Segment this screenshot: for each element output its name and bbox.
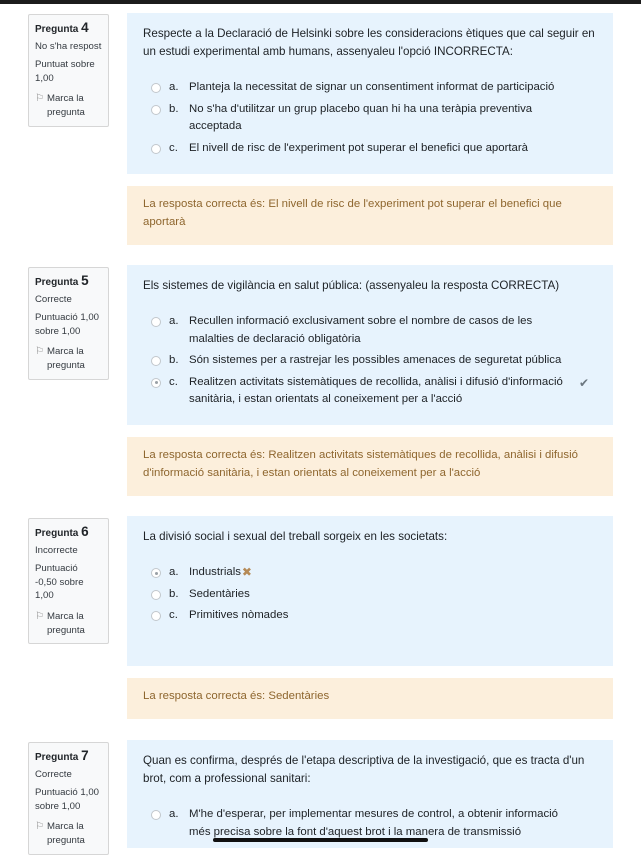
flag-icon: ⚐ [35,821,44,833]
answer-option-b[interactable]: b. Són sistemes per a rastrejar les possibles amenaces de seguretat pública [151,352,597,370]
radio-button-selected[interactable] [151,378,161,388]
answer-option-b[interactable]: b. No s'ha d'utilitzar un grup placebo quan hi ha una teràpia preventiva acceptada [151,101,597,136]
question-grade: Puntuació -0,50 sobre 1,00 [35,563,84,602]
flag-icon: ⚐ [35,346,44,358]
question-state: Correcte [35,293,72,305]
question-text: Quan es confirma, després de l'etapa descriptiva de la investigació, que es tracta d'un brot, com a professional sanitari: [143,754,585,785]
answer-option-c[interactable]: c. Realitzen activitats sistemàtiques de recollida, anàlisi i difusió d'informació sanitària, i estan orientats al coneixement per a l'acció ✔ [151,374,597,409]
radio-button[interactable] [151,810,161,820]
question-title: Pregunta 4 [35,20,89,35]
question-state: Correcte [35,768,72,780]
flag-question-link[interactable]: ⚐ Marca la pregunta [35,346,85,371]
question-info-7 [28,742,109,855]
question-info-6 [28,518,109,644]
radio-button[interactable] [151,317,161,327]
answer-option-c[interactable]: c. Primitives nòmades [151,607,597,625]
answer-options [151,313,597,409]
flag-question-link[interactable]: ⚐ Marca la pregunta [35,821,85,846]
question-title: Pregunta 6 [35,524,89,539]
answer-option-a[interactable]: a. Planteja la necessitat de signar un consentiment informat de participació [151,79,597,97]
answer-options [151,806,597,841]
flag-icon: ⚐ [35,610,44,622]
feedback-box-4: La resposta correcta és: El nivell de risc de l'experiment pot superar el benefici que aportarà [127,186,613,245]
answer-options [151,79,597,157]
flag-question-link[interactable]: ⚐ Marca la pregunta [35,93,85,118]
screen-obstruction-bar [213,838,428,842]
answer-option-c[interactable]: c. El nivell de risc de l'experiment pot superar el benefici que aportarà [151,140,597,158]
check-icon: ✔ [578,375,589,390]
question-content-5 [127,265,613,425]
question-grade: Puntuació 1,00 sobre 1,00 [35,787,100,812]
question-state: Incorrecte [35,544,78,556]
question-text: Els sistemes de vigilància en salut pública: (assenyaleu la resposta CORRECTA) [143,279,560,292]
feedback-box-6: La resposta correcta és: Sedentàries [127,678,613,719]
flag-icon: ⚐ [35,93,44,105]
question-grade: Puntuació 1,00 sobre 1,00 [35,312,100,337]
cross-icon: ✖ [241,565,252,579]
answer-option-b[interactable]: b. Sedentàries [151,586,597,604]
answer-option-a[interactable]: a. M'he d'esperar, per implementar mesures de control, a obtenir informació més precisa sobre la font d'aquest brot i la manera de transmissió [151,806,597,841]
radio-button[interactable] [151,590,161,600]
answer-option-a[interactable]: a. Industrials ✖ [151,564,597,582]
answer-options [151,564,597,625]
question-content-4 [127,13,613,174]
question-info-5 [28,267,109,380]
top-bar [0,0,641,4]
question-content-6 [127,516,613,666]
question-text: Respecte a la Declaració de Helsinki sobre les consideracions ètiques que cal seguir en un estudi experimental amb humans, assenyaleu l'opció INCORRECTA: [143,27,595,58]
answer-option-a[interactable]: a. Recullen informació exclusivament sobre el nombre de casos de les malalties de declaració obligatòria [151,313,597,348]
radio-button[interactable] [151,356,161,366]
feedback-box-5: La resposta correcta és: Realitzen activitats sistemàtiques de recollida, anàlisi i difusió d'informació sanitària, i estan orientats al coneixement per a l'acció [127,437,613,496]
radio-button[interactable] [151,611,161,621]
question-title: Pregunta 5 [35,273,89,288]
radio-button[interactable] [151,83,161,93]
radio-button[interactable] [151,105,161,115]
question-state: No s'ha respost [35,40,102,52]
question-grade: Puntuat sobre 1,00 [35,59,95,84]
question-content-7 [127,740,613,848]
question-text: La divisió social i sexual del treball sorgeix en les societats: [143,530,448,543]
question-title: Pregunta 7 [35,748,89,763]
radio-button-selected[interactable] [151,568,161,578]
question-info-4 [28,14,109,127]
radio-button[interactable] [151,144,161,154]
flag-question-link[interactable]: ⚐ Marca la pregunta [35,610,85,636]
